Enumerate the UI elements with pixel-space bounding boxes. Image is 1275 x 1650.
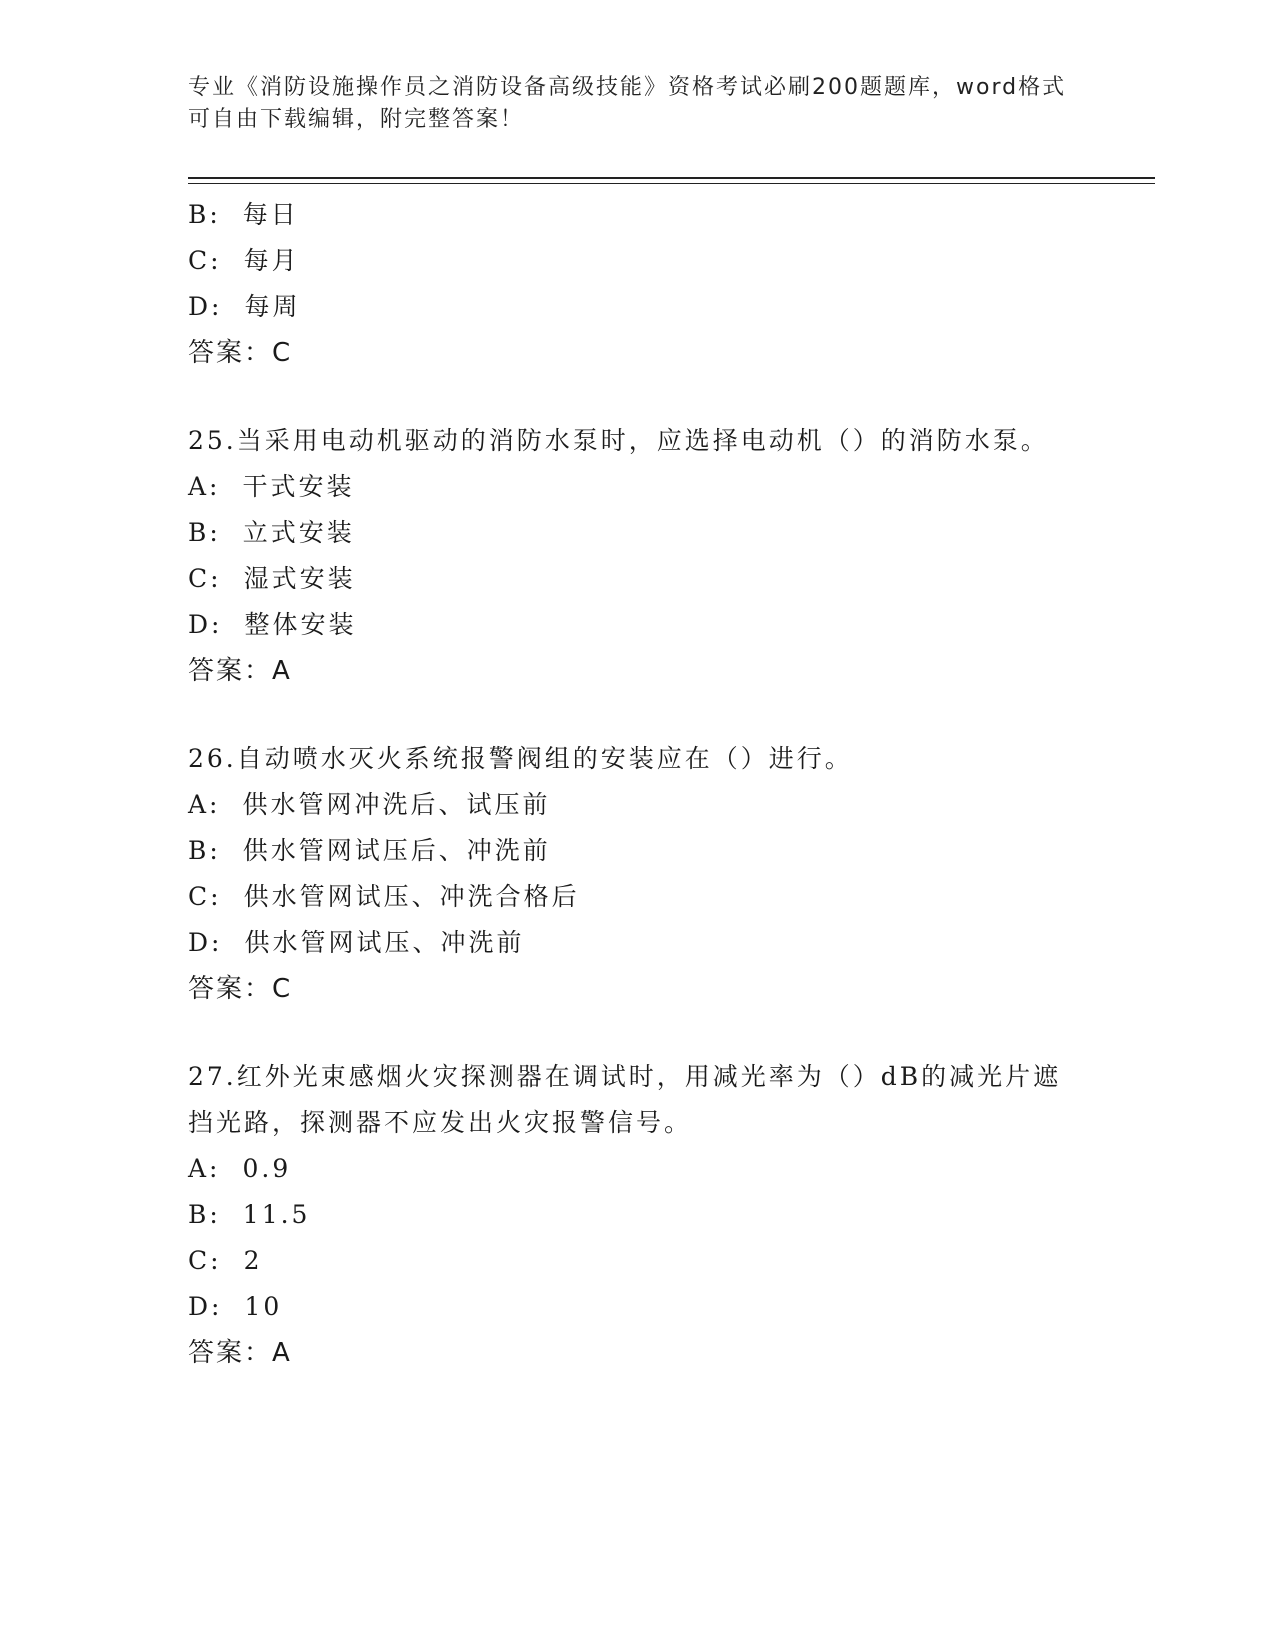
option-line bbox=[188, 602, 1088, 648]
option-key: D: bbox=[188, 928, 223, 957]
option-text: 每日 bbox=[242, 200, 299, 229]
option-text: 供水管网试压后、冲洗前 bbox=[242, 836, 551, 865]
option-line bbox=[188, 510, 1088, 556]
option-text: 立式安装 bbox=[242, 518, 355, 547]
option-line bbox=[188, 782, 1088, 828]
option-line bbox=[188, 192, 1088, 238]
option-text: 干式安装 bbox=[242, 472, 355, 501]
option-line bbox=[188, 1146, 1088, 1192]
option-text: 湿式安装 bbox=[243, 564, 356, 593]
header-divider bbox=[188, 177, 1155, 179]
option-line bbox=[188, 1238, 1088, 1284]
question-block-prev bbox=[188, 192, 1088, 376]
option-line bbox=[188, 1284, 1088, 1330]
option-key: D: bbox=[188, 292, 223, 321]
answer-line: 答案：A bbox=[188, 1338, 292, 1368]
question-stem: 26.自动喷水灭火系统报警阀组的安装应在（）进行。 bbox=[188, 744, 853, 773]
question-block-25 bbox=[188, 418, 1088, 694]
option-line bbox=[188, 556, 1088, 602]
option-text: 10 bbox=[244, 1292, 283, 1321]
option-line bbox=[188, 828, 1088, 874]
option-line bbox=[188, 464, 1088, 510]
question-block-27 bbox=[188, 1054, 1088, 1376]
option-line bbox=[188, 284, 1088, 330]
option-key: B: bbox=[188, 518, 221, 547]
option-line bbox=[188, 920, 1088, 966]
option-key: B: bbox=[188, 200, 221, 229]
question-block-26 bbox=[188, 736, 1088, 1012]
option-text: 供水管网冲洗后、试压前 bbox=[242, 790, 551, 819]
option-text: 0.9 bbox=[242, 1154, 292, 1183]
question-stem: 27.红外光束感烟火灾探测器在调试时，用减光率为（）dB的减光片遮挡光路，探测器不应发出火灾报警信号。 bbox=[188, 1062, 1062, 1137]
option-text: 11.5 bbox=[242, 1200, 311, 1229]
option-line bbox=[188, 874, 1088, 920]
question-list bbox=[188, 192, 1088, 1376]
answer-line: 答案：C bbox=[188, 974, 293, 1004]
option-key: A: bbox=[188, 790, 221, 819]
option-text: 每月 bbox=[243, 246, 300, 275]
question-stem: 25.当采用电动机驱动的消防水泵时，应选择电动机（）的消防水泵。 bbox=[188, 426, 1049, 455]
option-key: C: bbox=[188, 246, 222, 275]
option-key: A: bbox=[188, 472, 221, 501]
option-line bbox=[188, 238, 1088, 284]
option-text: 供水管网试压、冲洗合格后 bbox=[243, 882, 580, 911]
option-key: B: bbox=[188, 1200, 221, 1229]
option-key: C: bbox=[188, 1246, 222, 1275]
answer-line: 答案：A bbox=[188, 656, 292, 686]
option-key: A: bbox=[188, 1154, 221, 1183]
option-key: C: bbox=[188, 882, 222, 911]
option-text: 整体安装 bbox=[244, 610, 357, 639]
option-key: D: bbox=[188, 1292, 223, 1321]
option-text: 2 bbox=[243, 1246, 263, 1275]
option-key: C: bbox=[188, 564, 222, 593]
header-divider-thin bbox=[188, 183, 1155, 184]
option-line bbox=[188, 1192, 1088, 1238]
document-header: 专业《消防设施操作员之消防设备高级技能》资格考试必刷200题题库，word格式可自由下载编辑，附完整答案！ bbox=[188, 75, 1067, 132]
option-key: B: bbox=[188, 836, 221, 865]
option-text: 每周 bbox=[244, 292, 301, 321]
option-text: 供水管网试压、冲洗前 bbox=[244, 928, 525, 957]
option-key: D: bbox=[188, 610, 223, 639]
answer-line: 答案：C bbox=[188, 338, 293, 368]
